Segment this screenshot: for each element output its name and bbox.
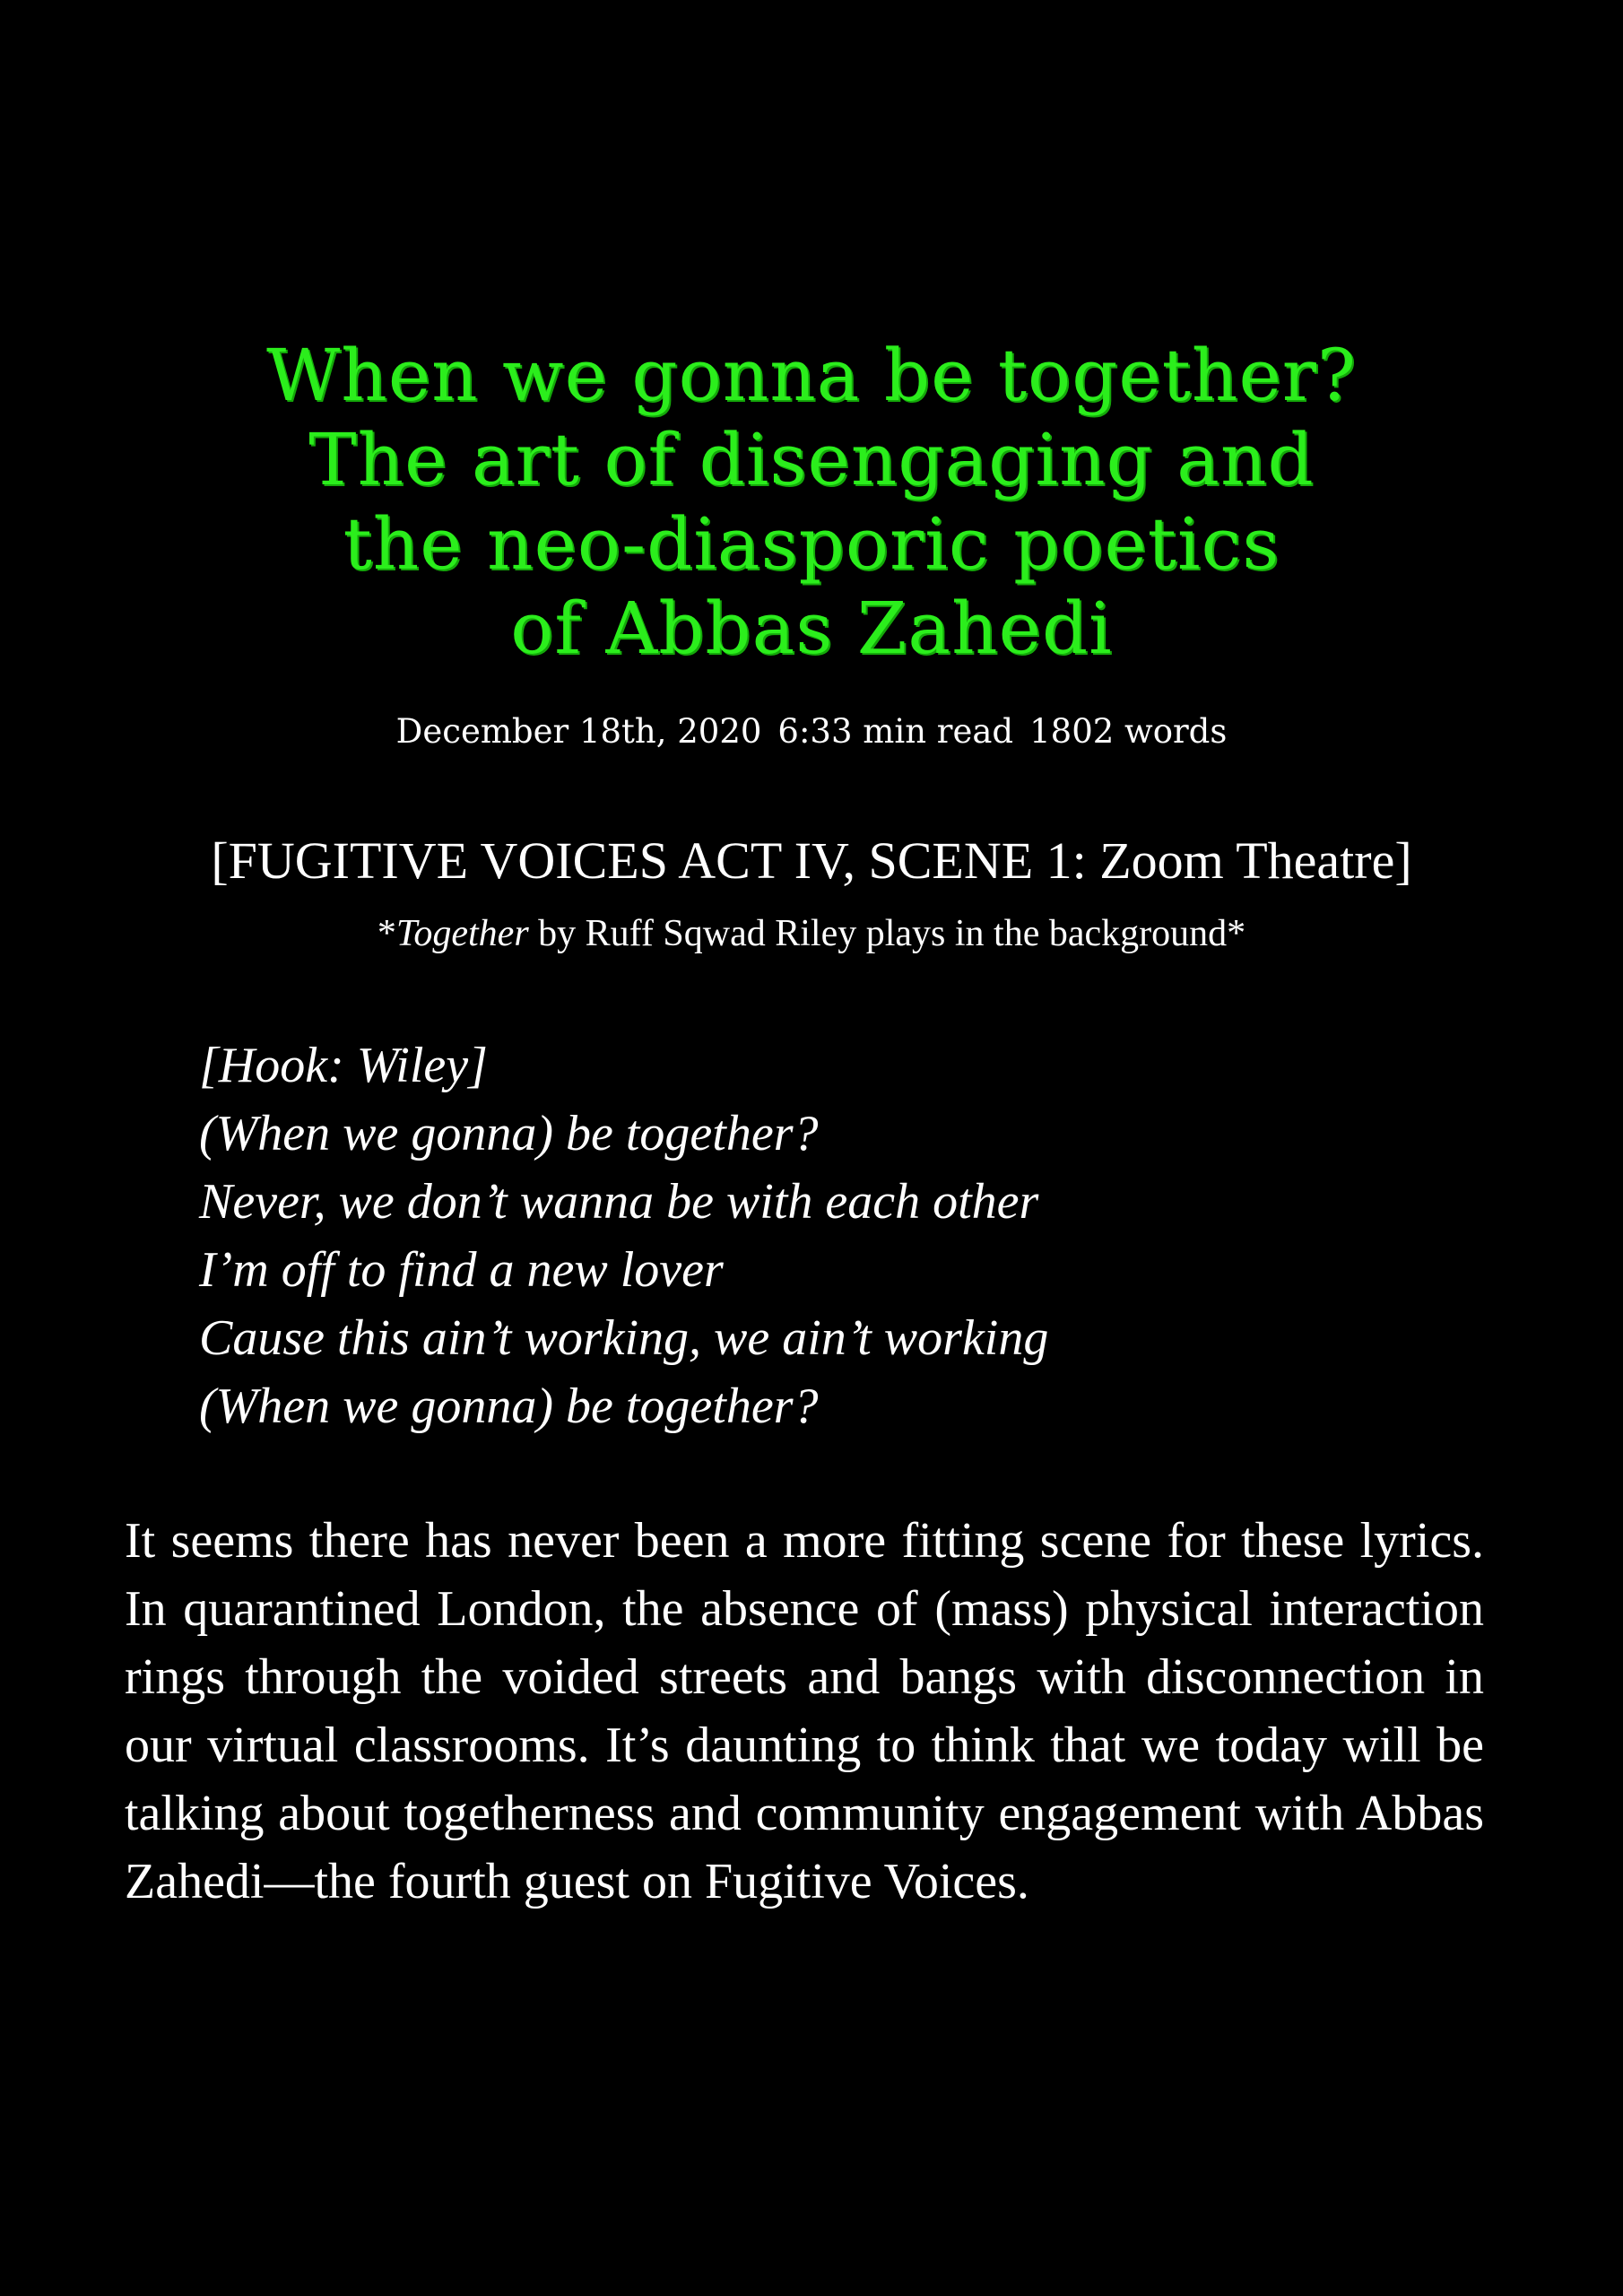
article-title — [0, 334, 1623, 671]
title-line: of Abbas Zahedi — [510, 587, 1113, 670]
title-line: The art of disengaging and — [308, 418, 1315, 501]
lyric-line: (When we gonna) be together? — [199, 1378, 819, 1434]
lyric-line: (When we gonna) be together? — [199, 1106, 819, 1161]
scene-note-prefix: * — [377, 913, 396, 954]
song-title: Together — [395, 913, 529, 954]
article-meta — [0, 705, 1623, 759]
lyric-line: I’m off to find a new lover — [199, 1242, 724, 1298]
lyric-line: [Hook: Wiley] — [199, 1038, 488, 1093]
lyric-line: Cause this ain’t working, we ain’t working — [199, 1310, 1049, 1366]
read-time: 6:33 min read — [777, 712, 1014, 751]
title-line: When we gonna be together? — [266, 334, 1357, 417]
scene-note-suffix: by Ruff Sqwad Riley plays in the background* — [528, 913, 1246, 954]
word-count: 1802 words — [1029, 712, 1228, 751]
publish-date: December 18th, 2020 — [395, 712, 762, 751]
scene-note — [0, 906, 1623, 961]
lyrics-block — [199, 1031, 1454, 1440]
scene-heading: [FUGITIVE VOICES ACT IV, SCENE 1: Zoom Theatre] — [211, 831, 1412, 890]
lyric-line: Never, we don’t wanna be with each other — [199, 1174, 1039, 1230]
title-line: the neo-diasporic poetics — [343, 502, 1280, 586]
body-paragraph: It seems there has never been a more fitting scene for these lyrics. In quarantined London, the absence of (mass) physical interaction rings through the voided streets and bangs with disconnection in our virtual classrooms. It’s daunting to think that we today will be talking about togetherness and community engagement with Abbas Zahedi—the fourth guest on Fugitive Voices. — [125, 1513, 1484, 1909]
